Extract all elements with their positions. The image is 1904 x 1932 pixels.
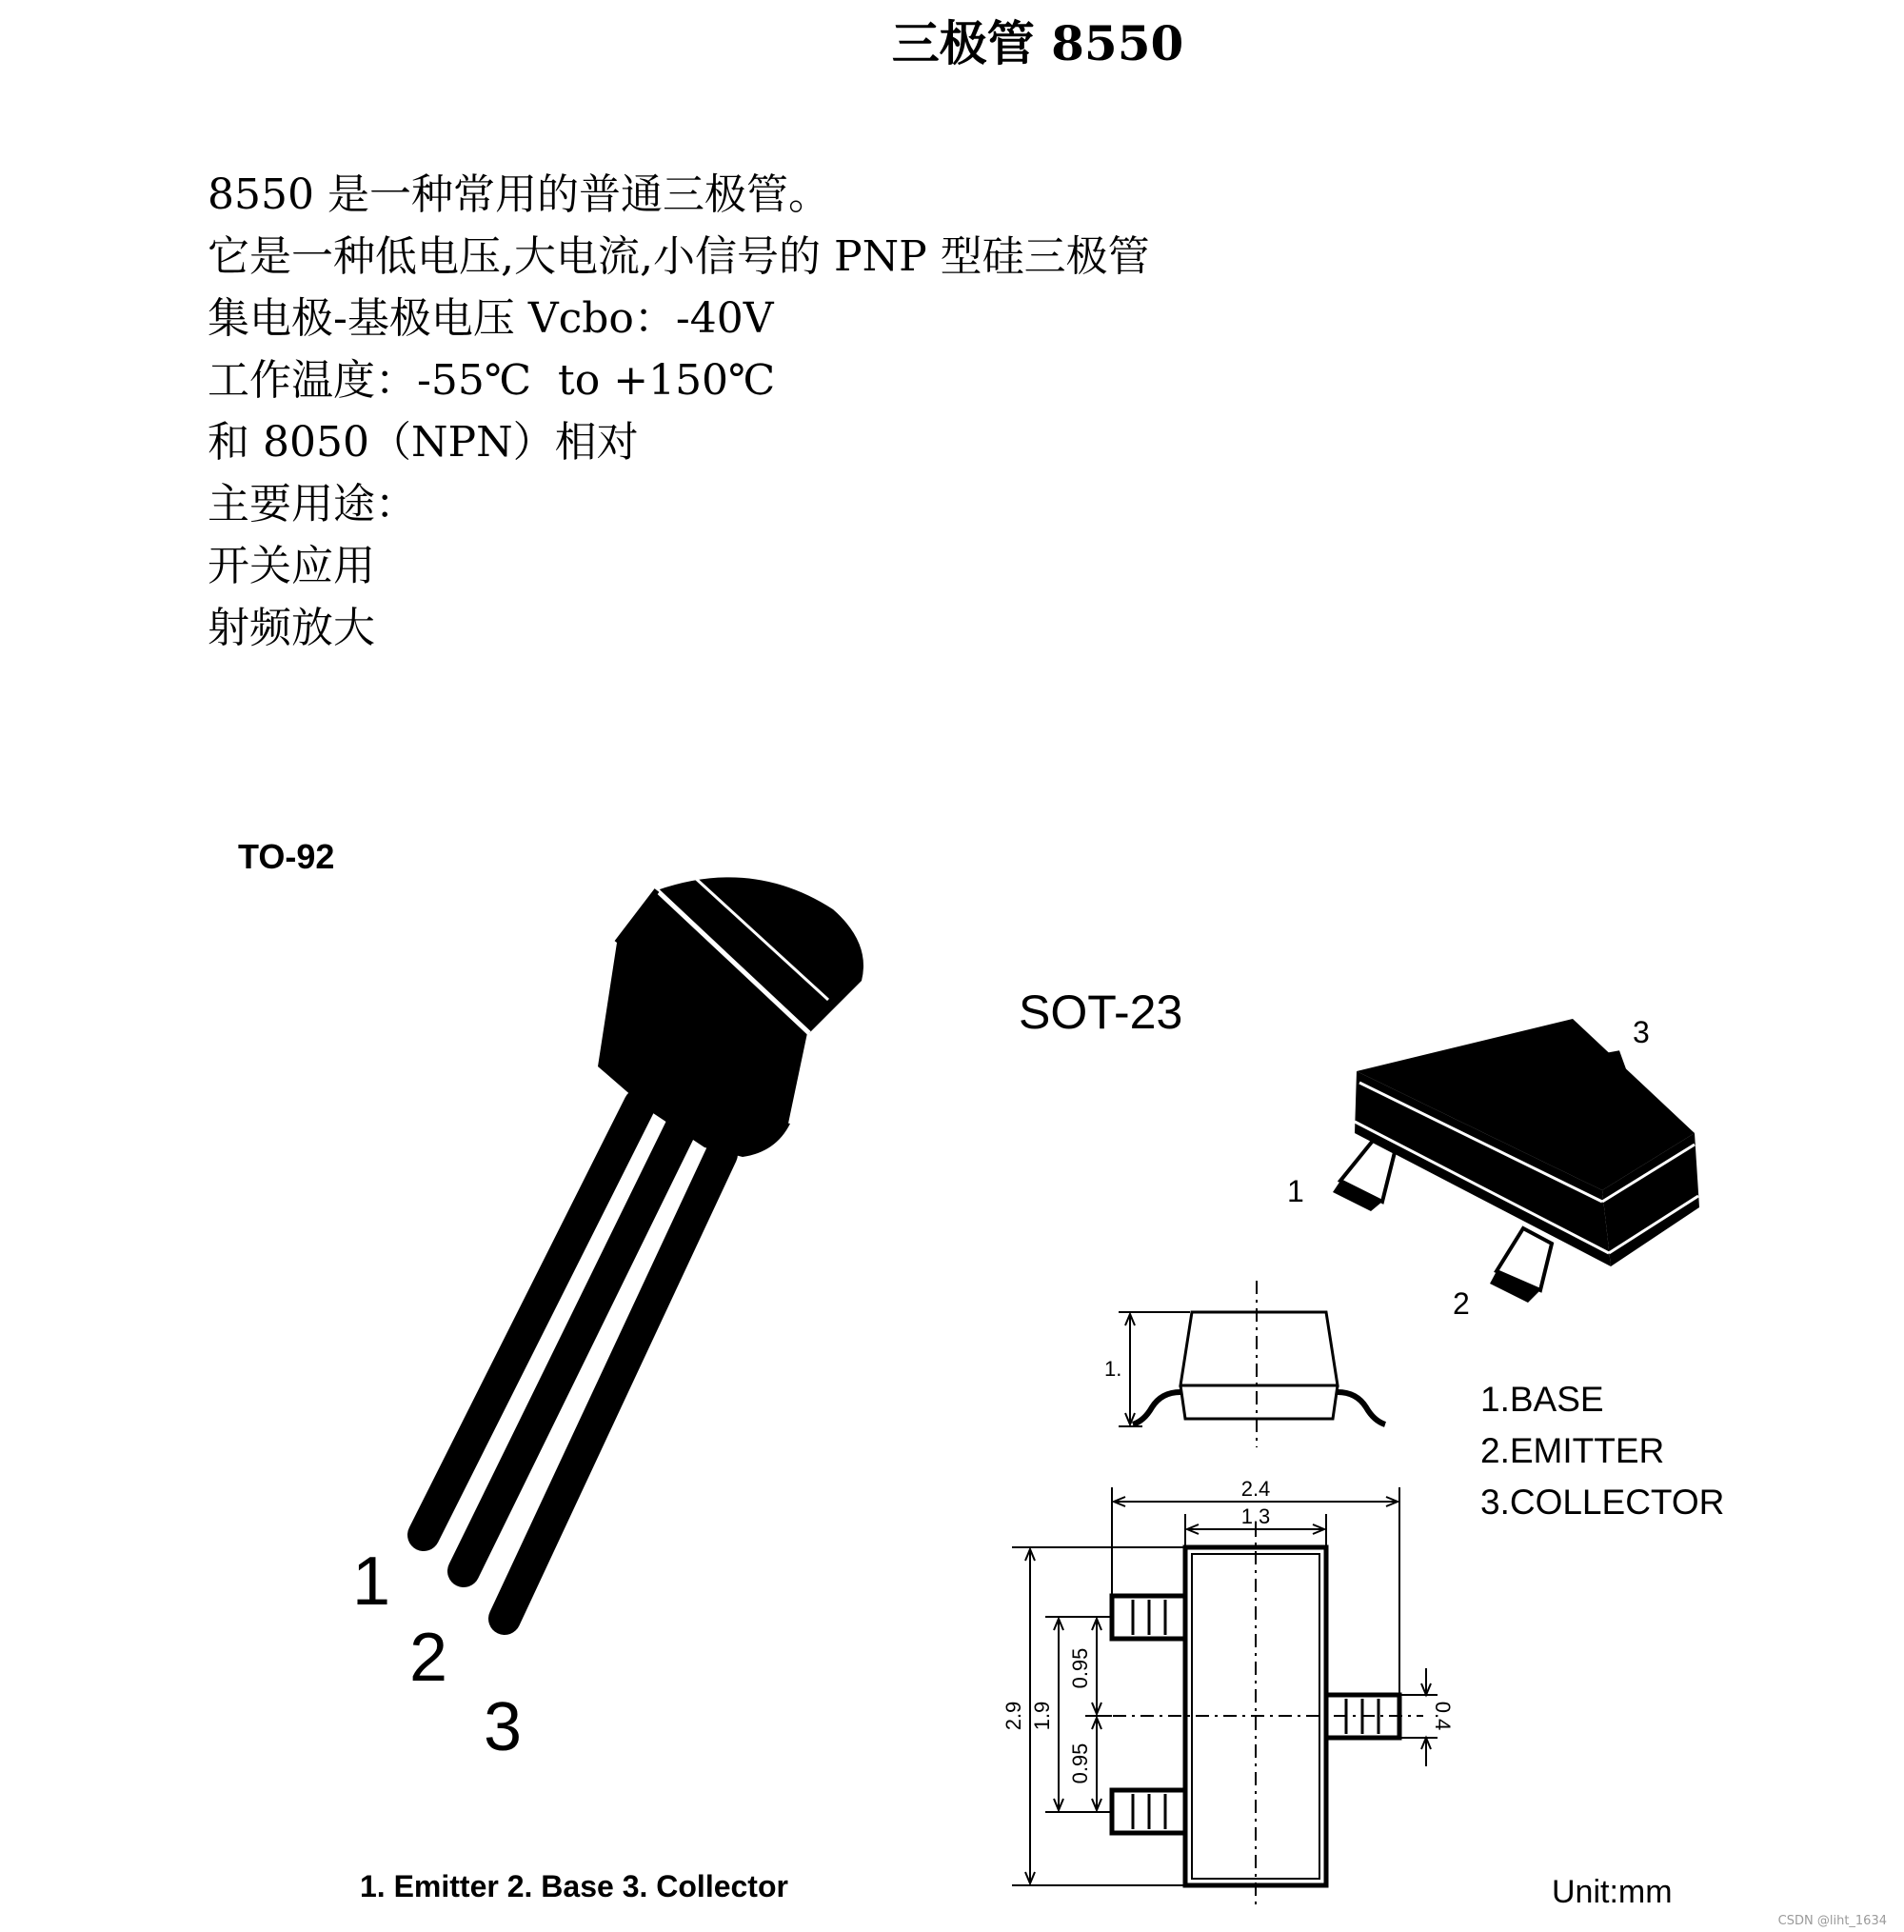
to92-pin-number: 3 — [484, 1689, 523, 1765]
dim-overall-width: 2.4 — [1240, 1477, 1271, 1501]
sot23-label: SOT-23 — [1019, 986, 1183, 1039]
unit-label: Unit:mm — [1552, 1874, 1673, 1910]
to92-pin-number: 2 — [409, 1620, 448, 1696]
sot23-pin-number: 1 — [1287, 1174, 1304, 1208]
dim-body-width: 1.3 — [1240, 1504, 1271, 1528]
sot23-legend-item: 1.BASE — [1480, 1380, 1604, 1419]
to92-label: TO-92 — [238, 837, 335, 876]
description-line: 和 8050（NPN）相对 — [208, 418, 639, 467]
to92-pinout: 1. Emitter 2. Base 3. Collector — [360, 1869, 788, 1903]
dim-pin-span: 1.9 — [1030, 1701, 1054, 1731]
sot23-top-view — [1012, 1487, 1438, 1904]
description-line: 开关应用 — [208, 542, 375, 590]
sot23-legend-item: 2.EMITTER — [1480, 1431, 1665, 1470]
sot23-pin-number: 2 — [1453, 1286, 1470, 1321]
description-line: 主要用途： — [208, 480, 417, 528]
description-line: 射频放大 — [208, 604, 375, 652]
dim-pitch-upper: 0.95 — [1068, 1647, 1092, 1689]
document-title: 三极管 8550 — [891, 15, 1184, 71]
to92-diagram — [238, 837, 863, 1903]
to92-leads — [424, 1105, 722, 1619]
dim-lead-width: 0.4 — [1431, 1701, 1455, 1731]
sot23-legend-item: 3.COLLECTOR — [1480, 1483, 1725, 1522]
description-line: 工作温度：-55℃ to +150℃ — [208, 356, 776, 405]
sot23-3d-diagram — [1019, 986, 1699, 1321]
sot23-pin-number: 3 — [1633, 1015, 1650, 1049]
description-line: 它是一种低电压,大电流,小信号的 PNP 型硅三极管 — [208, 232, 1150, 281]
dim-overall-length: 2.9 — [1002, 1701, 1025, 1731]
description-line: 集电极-基极电压 Vcbo：-40V — [208, 294, 774, 343]
dim-side-height: 1. — [1104, 1357, 1122, 1381]
dim-pitch-lower: 0.95 — [1068, 1743, 1092, 1784]
sot23-side-view — [1119, 1281, 1385, 1447]
to92-pin-number: 1 — [352, 1544, 391, 1620]
description-line: 8550 是一种常用的普通三极管。 — [208, 170, 830, 219]
watermark: CSDN @liht_1634 — [1777, 1914, 1887, 1928]
